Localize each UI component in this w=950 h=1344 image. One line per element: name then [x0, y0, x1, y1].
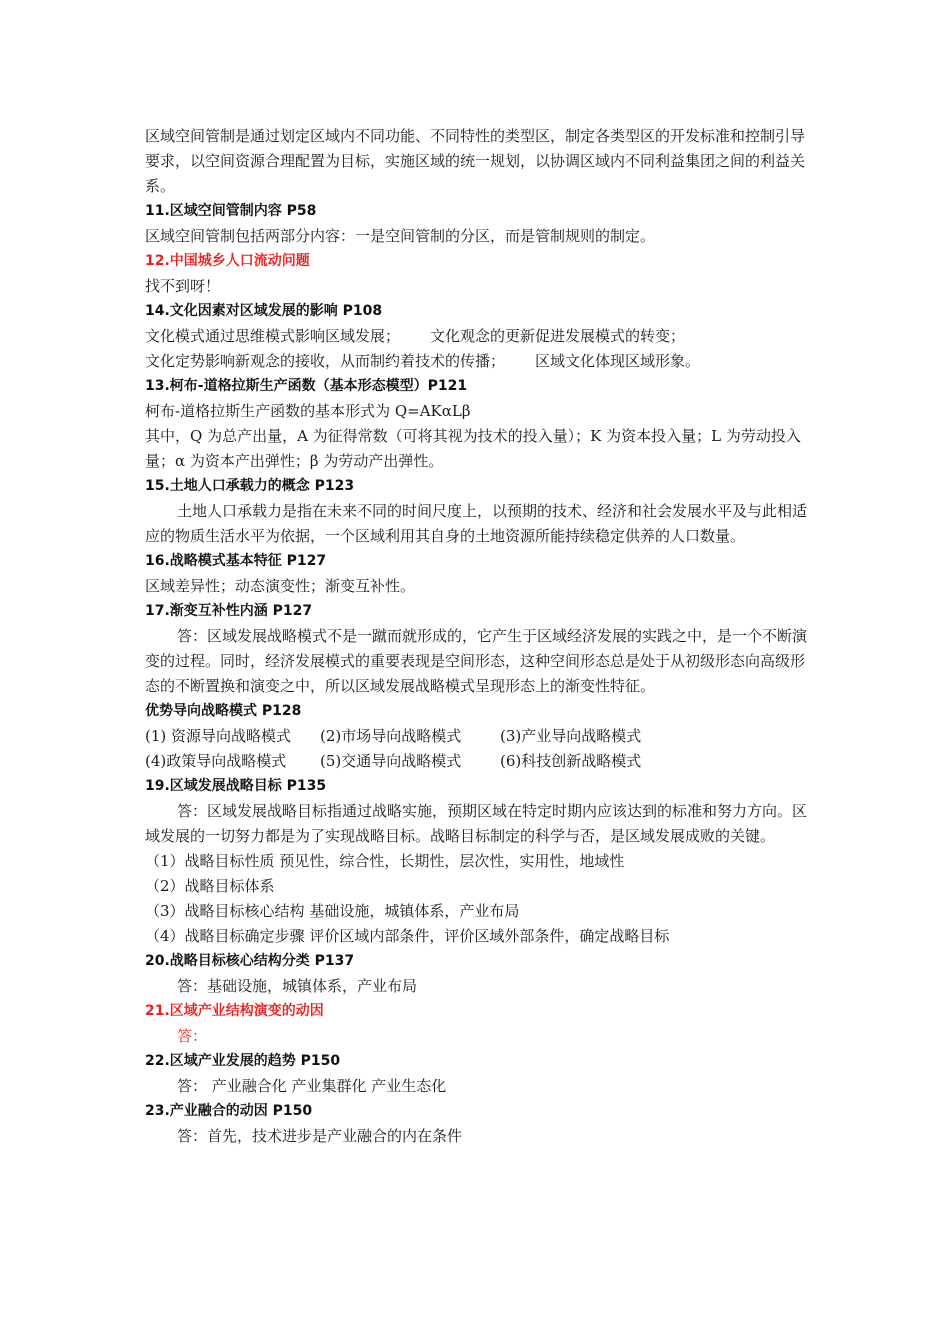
- text-span: 文化观念的更新促进发展模式的转变；: [430, 327, 686, 345]
- list-item: (2)市场导向战略模式: [320, 727, 462, 745]
- list-item: （2）战略目标体系: [145, 877, 275, 895]
- paragraph: [145, 349, 810, 374]
- text-span: 文化模式通过思维模式影响区域发展；: [145, 327, 401, 345]
- heading-23: 23.产业融合的动因 P150: [145, 1103, 313, 1119]
- heading-13: 13.柯布-道格拉斯生产函数（基本形态模型）P121: [145, 378, 468, 394]
- heading-20: 20.战略目标核心结构分类 P137: [145, 953, 355, 969]
- list-item: (1) 资源导向战略模式: [145, 727, 292, 745]
- heading-14: 14.文化因素对区域发展的影响 P108: [145, 303, 383, 319]
- heading-21: 21.区域产业结构演变的动因: [145, 1003, 324, 1019]
- strategy-row: [145, 724, 810, 749]
- heading-17: 17.渐变互补性内涵 P127: [145, 603, 313, 619]
- text-span: 区域文化体现区域形象。: [535, 352, 701, 370]
- list-item: （4）战略目标确定步骤 评价区域内部条件，评价区域外部条件，确定战略目标: [145, 927, 670, 945]
- list-item: (4)政策导向战略模式: [145, 752, 287, 770]
- heading-11: 11.区域空间管制内容 P58: [145, 203, 317, 219]
- paragraph: [145, 324, 810, 349]
- strategy-row: [145, 749, 810, 774]
- paragraph: 找不到呀！: [145, 277, 221, 295]
- paragraph: 区域差异性；动态演变性；渐变互补性。: [145, 577, 416, 595]
- text-span: 文化定势影响新观念的接收，从而制约着技术的传播；: [145, 352, 506, 370]
- paragraph: 土地人口承载力是指在未来不同的时间尺度上，以预期的技术、经济和社会发展水平及与此相适应的物质生活水平为依据，一个区域利用其自身的土地资源所能持续稳定供养的人口数量。: [145, 502, 808, 545]
- paragraph: 其中，Q 为总产出量，A 为征得常数（可将其视为技术的投入量）；K 为资本投入量；L 为劳动投入量；α 为资本产出弹性；β 为劳动产出弹性。: [145, 427, 801, 470]
- list-item: (5)交通导向战略模式: [320, 752, 462, 770]
- heading-19: 19.区域发展战略目标 P135: [145, 778, 327, 794]
- document-body: [145, 124, 810, 1149]
- paragraph: 区域空间管制包括两部分内容：一是空间管制的分区，而是管制规则的制定。: [145, 227, 656, 245]
- paragraph: 柯布-道格拉斯生产函数的基本形式为 Q=AKαLβ: [145, 402, 471, 420]
- heading-youshi: 优势导向战略模式 P128: [145, 703, 302, 719]
- list-item: （3）战略目标核心结构 基础设施，城镇体系，产业布局: [145, 902, 520, 920]
- list-item: （1）战略目标性质 预见性，综合性，长期性，层次性，实用性，地域性: [145, 852, 625, 870]
- heading-12: 12.中国城乡人口流动问题: [145, 253, 310, 269]
- paragraph: 答：区域发展战略模式不是一蹴而就形成的，它产生于区域经济发展的实践之中，是一个不断演变的过程。同时，经济发展模式的重要表现是空间形态，这种空间形态总是处于从初级形态向高级形态的不断置换和演变之中，所以区域发展战略模式呈现形态上的渐变性特征。: [145, 627, 808, 695]
- list-item: (3)产业导向战略模式: [500, 727, 642, 745]
- paragraph: 答：: [177, 1027, 208, 1045]
- paragraph: 区域空间管制是通过划定区域内不同功能、不同特性的类型区，制定各类型区的开发标准和控制引导要求，以空间资源合理配置为目标，实施区域的统一规划，以协调区域内不同利益集团之间的利益关系。: [145, 127, 806, 195]
- paragraph: 答：基础设施，城镇体系，产业布局: [177, 977, 418, 995]
- paragraph: 答： 产业融合化 产业集群化 产业生态化: [177, 1077, 447, 1095]
- heading-16: 16.战略模式基本特征 P127: [145, 553, 327, 569]
- heading-22: 22.区域产业发展的趋势 P150: [145, 1053, 341, 1069]
- paragraph: 答：首先，技术进步是产业融合的内在条件: [177, 1127, 463, 1145]
- heading-15: 15.土地人口承载力的概念 P123: [145, 478, 355, 494]
- list-item: (6)科技创新战略模式: [500, 752, 642, 770]
- paragraph: 答：区域发展战略目标指通过战略实施，预期区域在特定时期内应该达到的标准和努力方向。区域发展的一切努力都是为了实现战略目标。战略目标制定的科学与否，是区域发展成败的关键。: [145, 802, 808, 845]
